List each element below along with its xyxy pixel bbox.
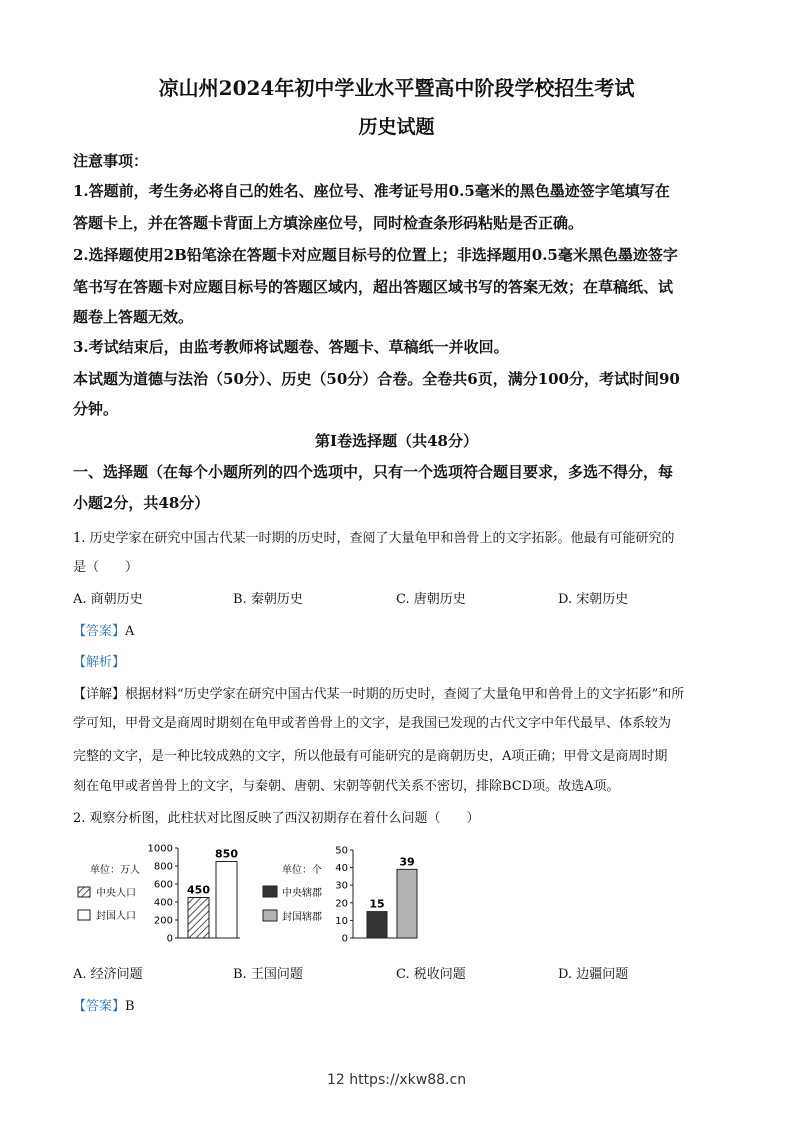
chart2-legend-fief: 封国辖郡 xyxy=(282,912,322,923)
question-1-text: 1. 历史学家在研究中国古代某一时期的历史时，查阅了大量龟甲和兽骨上的文字拓影。他最有可能研究的 xyxy=(73,531,675,546)
chart1-bar-central xyxy=(188,898,209,939)
notes-line: 3.考试结束后，由监考教师将试题卷、答题卡、草稿纸一并收回。 xyxy=(73,338,509,356)
notes-line: 题卷上答题无效。 xyxy=(73,308,194,326)
q2-option-c: C. 税收问题 xyxy=(396,967,466,982)
section-instruction: 一、选择题（在每个小题所列的四个选项中，只有一个选项符合题目要求，多选不得分，每 xyxy=(73,463,674,481)
chart1-data-label: 450 xyxy=(187,883,210,897)
chart2-tick-label: 10 xyxy=(335,915,348,927)
chart2-tick-label: 0 xyxy=(341,933,348,945)
notes-line: 答题卡上，并在答题卡背面上方填涂座位号，同时检查条形码粘贴是否正确。 xyxy=(73,214,584,232)
chart1-tick-label: 200 xyxy=(153,915,173,927)
notes-line: 2.选择题使用2B铅笔涂在答题卡对应题目标号的位置上；非选择题用0.5毫米黑色墨迹签字 xyxy=(73,246,678,264)
chart2-legend-central: 中央辖郡 xyxy=(282,888,322,899)
chart1-tick-label: 600 xyxy=(153,879,173,891)
chart2-data-label: 15 xyxy=(369,897,385,911)
q1-option-c: C. 唐朝历史 xyxy=(396,592,466,607)
q1-option-d: D. 宋朝历史 xyxy=(558,592,629,607)
notes-line: 分钟。 xyxy=(73,400,119,418)
chart2-unit-label: 单位：个 xyxy=(282,865,322,876)
chart1-tick-label: 0 xyxy=(166,933,173,945)
q1-detail-line: 完整的文字，是一种比较成熟的文字，所以他最有可能研究的是商朝历史，A项正确；甲骨文是商周时期 xyxy=(73,749,668,764)
chart1-data-label: 850 xyxy=(215,847,238,861)
chart1-bar-fief xyxy=(216,862,237,939)
notes-heading: 注意事项： xyxy=(73,152,149,170)
q1-answer xyxy=(73,620,723,639)
chart1-legend-swatch-fief xyxy=(78,910,90,920)
chart1-tick-label: 400 xyxy=(153,897,173,909)
chart1-legend-fief: 封国人口 xyxy=(96,911,136,922)
chart2-legend-swatch-fief xyxy=(263,910,277,921)
notes-line: 1.答题前，考生务必将自己的姓名、座位号、准考证号用0.5毫米的黑色墨迹签字笔填写在 xyxy=(73,182,670,200)
q1-detail-line: 刻在龟甲或者兽骨上的文字，与秦朝、唐朝、宋朝等朝代关系不密切，排除BCD项。故选A项。 xyxy=(73,779,620,794)
chart-population xyxy=(78,844,240,945)
q1-detail xyxy=(73,683,723,702)
chart2-tick-label: 50 xyxy=(335,845,348,857)
notes-line: 本试题为道德与法治（50分）、历史（50分）合卷。全卷共6页，满分100分，考试时间90 xyxy=(73,370,680,388)
q2-option-a: A. 经济问题 xyxy=(73,967,143,982)
question-1-text: 是（ ） xyxy=(73,560,139,575)
detail-tag: 【详解】 xyxy=(73,687,126,702)
answer-value: B xyxy=(125,999,135,1014)
answer-tag: 【答案】 xyxy=(73,624,126,639)
q2-option-b: B. 王国问题 xyxy=(233,967,303,982)
section-title: 第Ⅰ卷选择题（共48分） xyxy=(315,432,478,450)
chart1-unit-label: 单位：万人 xyxy=(90,865,140,876)
answer-value: A xyxy=(125,624,135,639)
q2-option-d: D. 边疆问题 xyxy=(558,967,629,982)
chart-commanderies xyxy=(263,846,417,945)
q1-detail-line: 学可知，甲骨文是商周时期刻在龟甲或者兽骨上的文字，是我国已发现的古代文字中年代最早、体系较为 xyxy=(73,716,672,731)
q1-analysis-tag: 【解析】 xyxy=(73,655,126,670)
section-instruction: 小题2分，共48分） xyxy=(73,494,210,512)
q2-charts xyxy=(60,840,430,955)
chart2-legend-swatch-central xyxy=(263,886,277,897)
chart1-legend-central: 中央人口 xyxy=(96,888,136,899)
chart1-legend-swatch-central xyxy=(78,887,90,897)
answer-tag: 【答案】 xyxy=(73,999,126,1014)
question-2-text: 2. 观察分析图，此柱状对比图反映了西汉初期存在着什么问题（ ） xyxy=(73,811,480,826)
exam-title: 凉山州2024年初中学业水平暨高中阶段学校招生考试 xyxy=(158,76,635,100)
detail-text: 根据材料“历史学家在研究中国古代某一时期的历史时，查阅了大量龟甲和兽骨上的文字拓影”和所 xyxy=(125,687,685,702)
chart2-data-label: 39 xyxy=(399,855,415,869)
chart2-tick-label: 20 xyxy=(335,898,348,910)
q1-option-a: A. 商朝历史 xyxy=(73,592,143,607)
chart2-tick-label: 40 xyxy=(335,863,348,875)
exam-subtitle: 历史试题 xyxy=(358,116,435,138)
notes-line: 笔书写在答题卡对应题目标号的答题区域内，超出答题区域书写的答案无效；在草稿纸、试 xyxy=(73,278,674,296)
page-footer: 12 https://xkw88.cn xyxy=(326,1072,467,1088)
chart2-tick-label: 30 xyxy=(335,880,348,892)
chart2-bar-central xyxy=(367,912,387,938)
q1-option-b: B. 秦朝历史 xyxy=(233,592,303,607)
q2-answer xyxy=(73,995,723,1014)
chart2-bar-fief xyxy=(397,869,417,938)
chart1-tick-label: 800 xyxy=(153,861,173,873)
chart1-tick-label: 1000 xyxy=(147,843,173,855)
